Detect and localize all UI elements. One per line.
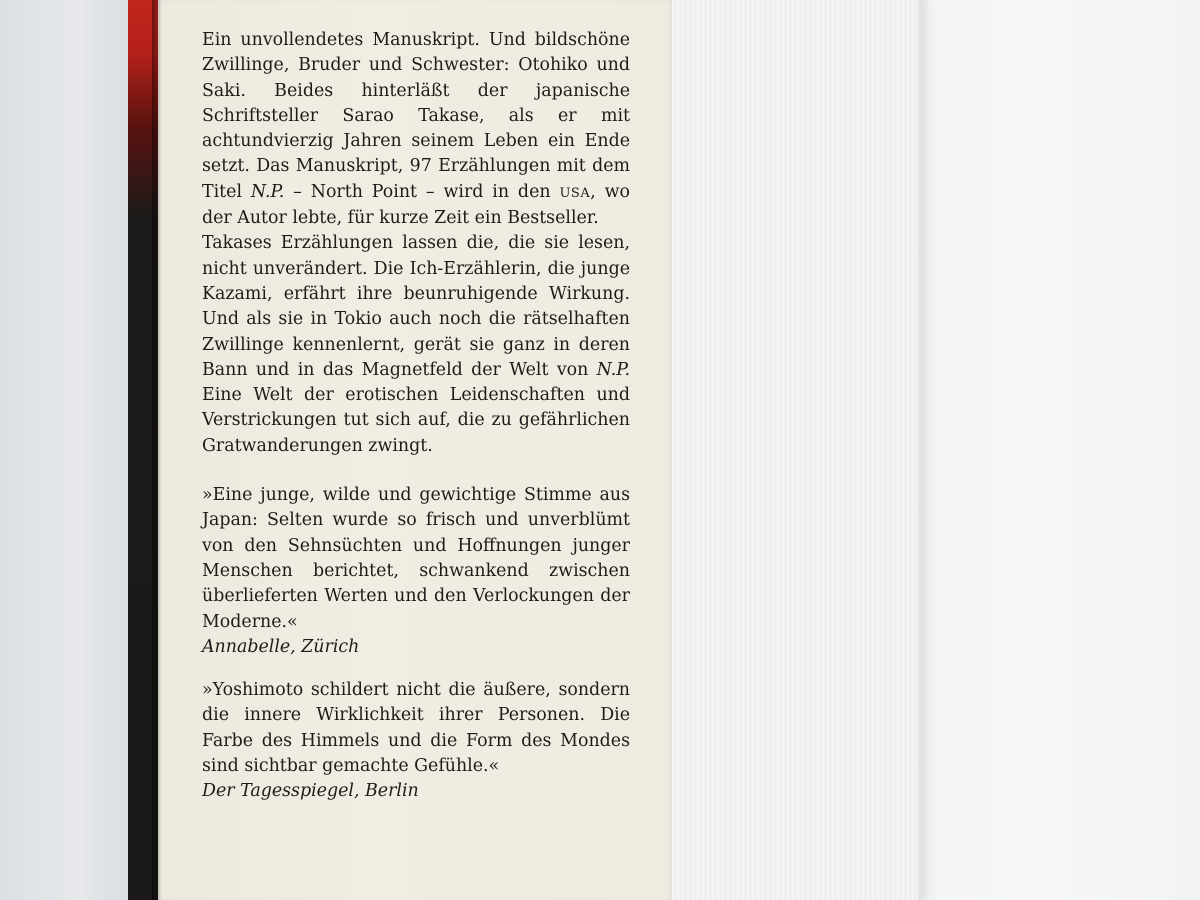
review-source-2: Der Tagesspiegel, Berlin bbox=[202, 781, 419, 802]
description-paragraph-2-text-a: Takases Erzählungen lassen die, die sie lesen, nicht unverändert. Die Ich-Erzählerin, die junge Kazami, erfährt ihre beunruhigende Wirkung. Und als sie in Tokio auch noch die rätselhaften Zwillinge kennenlernt, gerät sie ganz in deren Bann und in das Magnetfeld der Welt von bbox=[202, 233, 630, 380]
book-title-np-2: N.P. bbox=[596, 359, 630, 380]
description-paragraph-1-text-b: – North Point – wird in den bbox=[293, 181, 551, 202]
book-page-edge-shadow bbox=[918, 0, 930, 900]
section-spacer bbox=[202, 459, 630, 483]
background-surface-left bbox=[0, 0, 132, 900]
description-paragraph-1-text-a: Ein unvollendetes Manuskript. Und bildschöne Zwillinge, Bruder und Schwester: Otohiko und Saki. Beides hinterläßt der japanische Schriftsteller Sarao Takase, als er mit achtundvierzig Jahren seinem Leben ein Ende setzt. Das Manuskript, 97 Erzählungen mit dem Titel bbox=[202, 30, 630, 202]
spine-shadow bbox=[152, 0, 162, 900]
blurb-text-block bbox=[202, 28, 630, 805]
book-page-edges bbox=[672, 0, 922, 900]
review-quote-1: »Eine junge, wilde und gewichtige Stimme aus Japan: Selten wurde so frisch und unverblümt von den Sehnsüchten und Hoffnungen junger Menschen berichtet, schwankend zwischen überlieferten Werten und den Verlockungen der Moderne.« bbox=[202, 485, 630, 632]
usa-abbreviation: USA bbox=[559, 185, 591, 201]
description-paragraph-1 bbox=[202, 28, 630, 231]
book-back-cover bbox=[158, 0, 672, 900]
review-source-1: Annabelle, Zürich bbox=[202, 636, 360, 657]
description-paragraph-1-text-c: , wo der Autor lebte, für kurze Zeit ein Bestseller. bbox=[202, 181, 630, 229]
description-paragraph-2-text-b: Eine Welt der erotischen Leidenschaften und Verstrickungen tut sich auf, die zu gefährlichen Gratwanderungen zwingt. bbox=[202, 385, 630, 456]
review-spacer bbox=[202, 660, 630, 678]
description-paragraph-2 bbox=[202, 231, 630, 459]
book-title-np: N.P. bbox=[250, 181, 285, 202]
review-quote-2: »Yoshimoto schildert nicht die äußere, sondern die innere Wirklichkeit ihrer Personen. Die Farbe des Himmels und die Form des Mondes sind sichtbar gemachte Gefühle.« bbox=[202, 680, 630, 777]
